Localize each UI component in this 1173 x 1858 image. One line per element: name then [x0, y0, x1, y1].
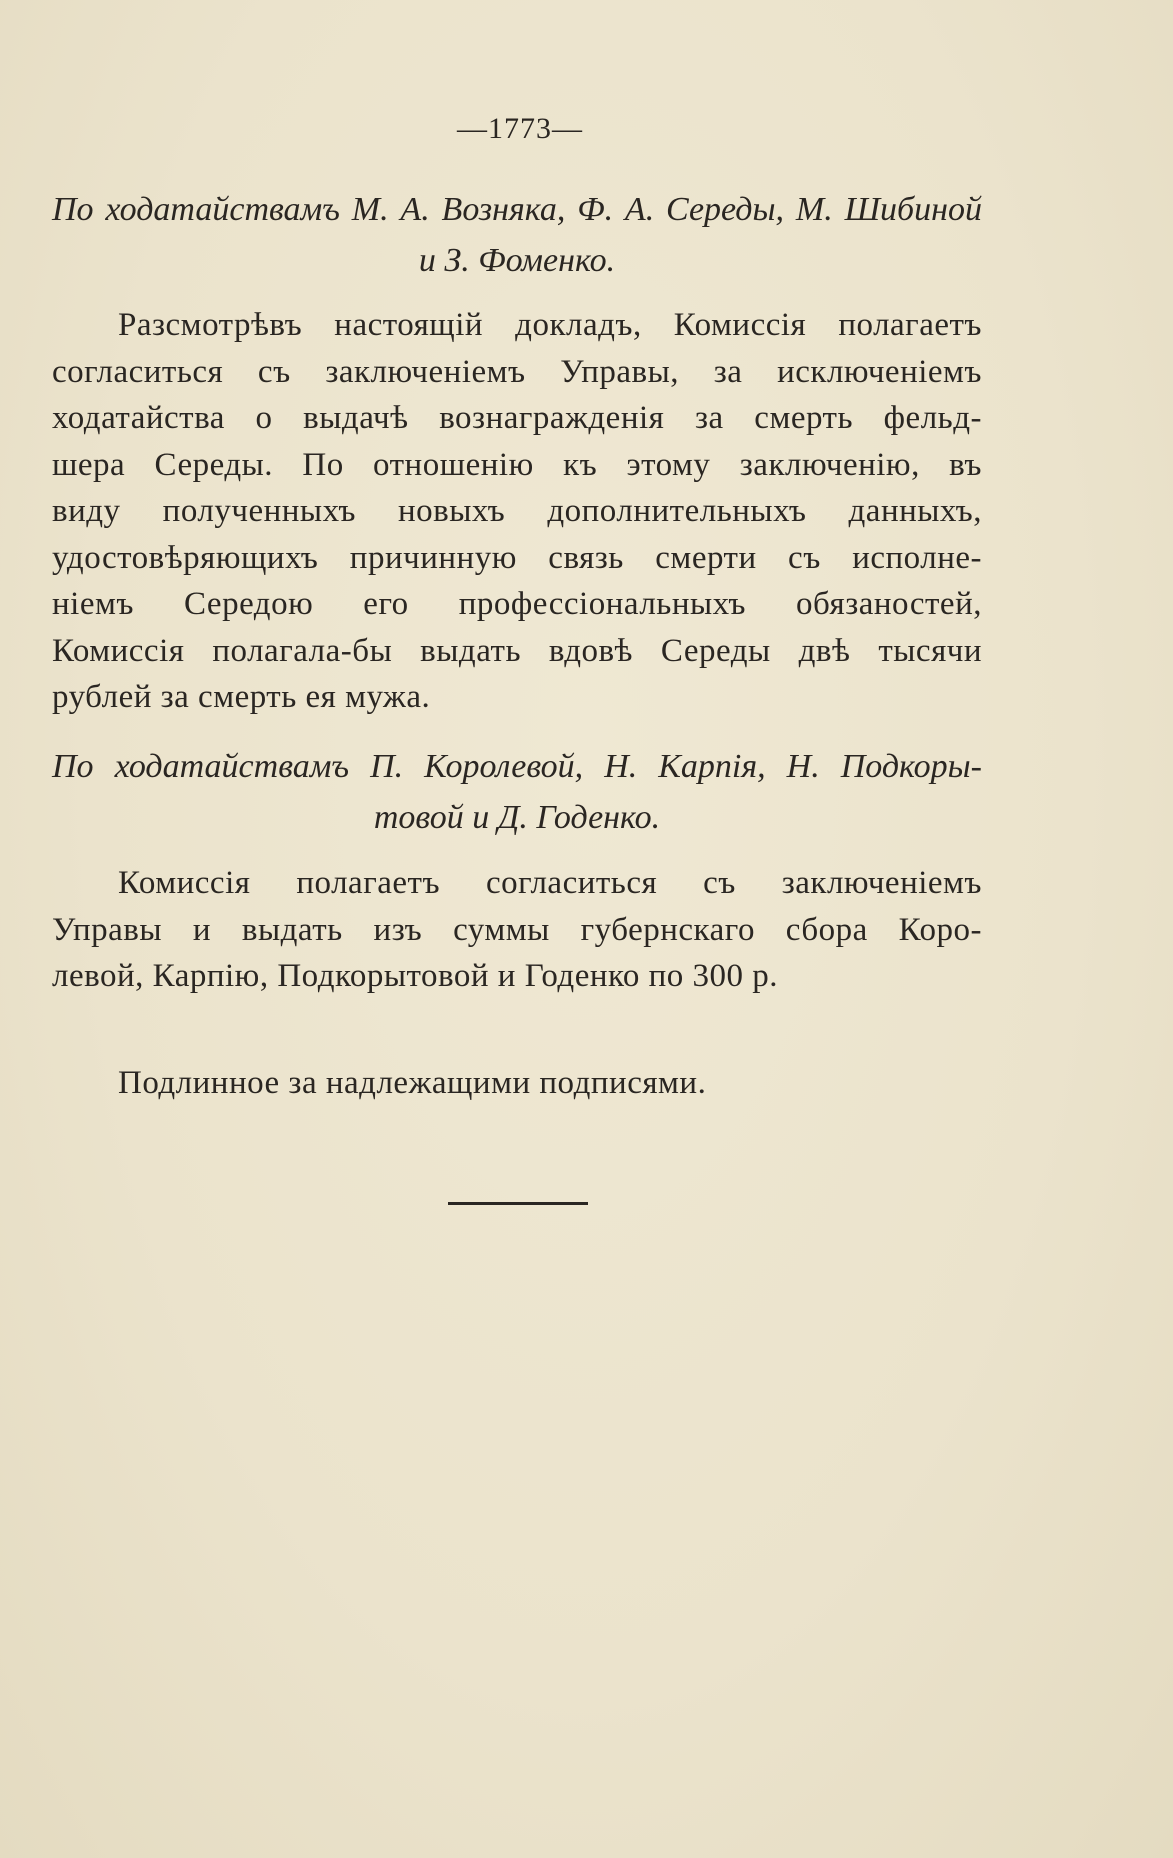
- paragraph-line: рублей за смерть ея мужа.: [52, 679, 431, 715]
- paragraph-line: Разсмотрѣвъ настоящій докладъ, Комиссія полагаетъ: [118, 307, 982, 343]
- paragraph-line: ніемъ Середою его профессіональныхъ обязаностей,: [52, 586, 982, 622]
- paragraph-line: ходатайства о выдачѣ вознагражденія за смерть фельд-: [52, 400, 982, 436]
- paragraph-line: удостовѣряющихъ причинную связь смерти съ исполне-: [52, 539, 982, 576]
- paragraph-line: шера Середы. По отношенію къ этому заключенію, въ: [52, 446, 982, 483]
- paragraph-line: виду полученныхъ новыхъ дополнительныхъ данныхъ,: [52, 493, 982, 529]
- paragraph-line: согласиться съ заключеніемъ Управы, за исключеніемъ: [52, 353, 982, 390]
- page-number: —1773—: [457, 112, 583, 145]
- section1-paragraph: [52, 302, 982, 721]
- paragraph-line: Управы и выдать изъ суммы губернскаго сбора Коро-: [52, 911, 982, 948]
- end-rule-divider: [448, 1202, 588, 1205]
- section2-paragraph: [52, 860, 982, 1000]
- section1-heading: [52, 184, 982, 286]
- paragraph-line: левой, Карпію, Подкорытовой и Годенко по 300 р.: [52, 958, 779, 994]
- section1-heading-line2: и З. Фоменко.: [418, 242, 616, 279]
- section2-heading-line1: По ходатайствамъ П. Королевой, Н. Карпія, Н. Подкоры-: [52, 748, 982, 785]
- closing-line: Подлинное за надлежащими подписями.: [118, 1065, 707, 1101]
- section2-heading-line2: товой и Д. Годенко.: [373, 799, 661, 836]
- section2-heading: [52, 741, 982, 843]
- paragraph-line: Комиссія полагаетъ согласиться съ заключеніемъ: [118, 865, 982, 901]
- paragraph-line: Комиссія полагала-бы выдать вдовѣ Середы двѣ тысячи: [52, 632, 982, 669]
- section1-heading-line1: По ходатайствамъ М. А. Возняка, Ф. А. Середы, М. Шибиной: [52, 191, 982, 228]
- closing-paragraph: [52, 1060, 982, 1107]
